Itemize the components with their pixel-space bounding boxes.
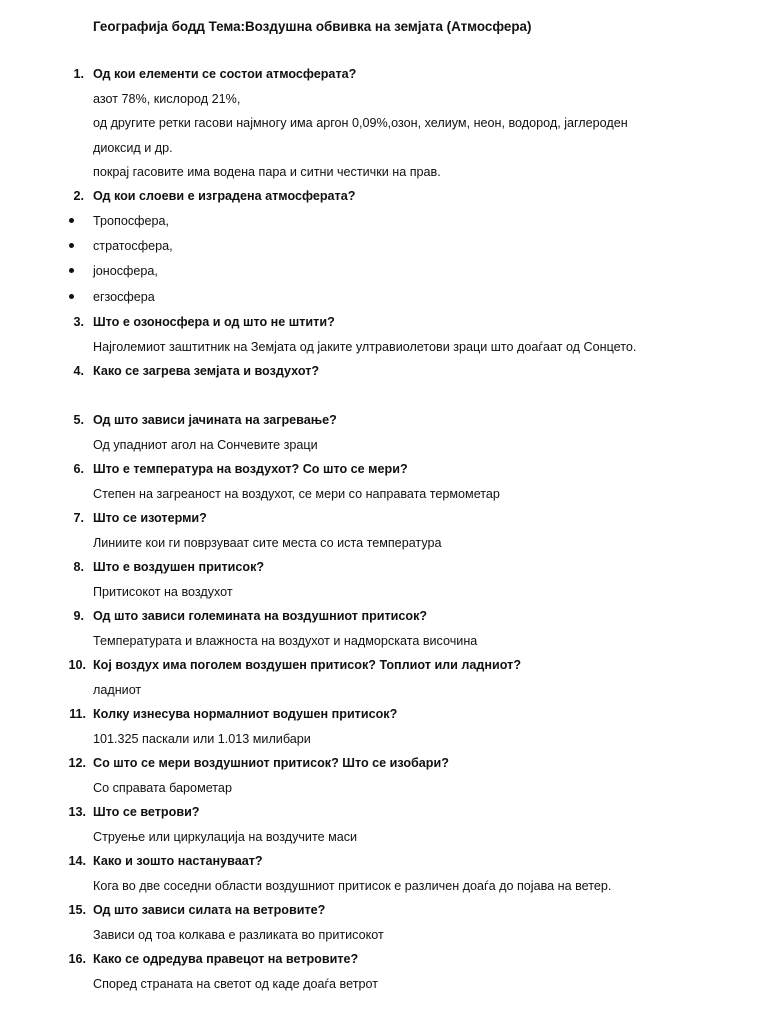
question-number: 13. xyxy=(68,805,86,819)
answer-line: Од упадниот агол на Сончевите зраци xyxy=(93,438,318,452)
question-text: Од што зависи силата на ветровите? xyxy=(93,903,326,917)
answer-line: ладниот xyxy=(93,683,142,697)
answer-line: Струење или циркулација на воздучите маси xyxy=(93,830,358,844)
answer-line: покрај гасовите има водена пара и ситни честички на прав. xyxy=(93,165,441,179)
answer-line: Температурата и влажноста на воздухот и надморската височина xyxy=(93,634,478,648)
question-text: Како се загрева земјата и воздухот? xyxy=(93,364,320,378)
question-text: Како се одредува правецот на ветровите? xyxy=(93,952,359,966)
answer-line: Според страната на светот од каде доаѓа ветрот xyxy=(93,977,378,991)
question-text: Што е температура на воздухот? Со што се мери? xyxy=(93,462,408,476)
bullet-icon xyxy=(68,263,76,279)
answer-line: диоксид и др. xyxy=(93,141,173,155)
bullet-item: егзосфера xyxy=(93,290,155,304)
question-number: 12. xyxy=(68,756,86,770)
bullet-item: Тропосфера, xyxy=(93,214,169,228)
bullet-icon xyxy=(68,213,76,229)
answer-line: Најголемиот заштитник на Земјата од јаките ултравиолетови зраци што доаѓаат од Сонцето. xyxy=(93,340,637,354)
page-title: Географија бодд Тема:Воздушна обвивка на земјата (Атмосфера) xyxy=(93,19,532,34)
answer-line: Линиите кои ги поврзуваат сите места со иста температура xyxy=(93,536,442,550)
question-text: Што е воздушен притисок? xyxy=(93,560,265,574)
answer-line: од другите ретки гасови најмногу има аргон 0,09%,озон, хелиум, неон, водород, јаглероден xyxy=(93,116,628,130)
question-number: 7. xyxy=(73,511,84,525)
answer-line: 101.325 паскали или 1.013 милибари xyxy=(93,732,311,746)
question-text: Од што зависи јачината на загревање? xyxy=(93,413,337,427)
question-number: 15. xyxy=(68,903,86,917)
question-number: 16. xyxy=(68,952,86,966)
question-text: Што се изотерми? xyxy=(93,511,207,525)
question-number: 8. xyxy=(73,560,84,574)
question-text: Од што зависи големината на воздушниот притисок? xyxy=(93,609,428,623)
question-number: 5. xyxy=(73,413,84,427)
question-number: 4. xyxy=(73,364,84,378)
answer-line: Со справата барометар xyxy=(93,781,232,795)
question-text: Од кои елементи се состои атмосферата? xyxy=(93,67,357,81)
question-number: 1. xyxy=(73,67,84,81)
bullet-icon xyxy=(68,289,76,305)
bullet-item: стратосфера, xyxy=(93,239,173,253)
question-text: Како и зошто настануваат? xyxy=(93,854,263,868)
answer-line: Зависи од тоа колкава е разликата во притисокот xyxy=(93,928,384,942)
question-number: 9. xyxy=(73,609,84,623)
question-text: Од кои слоеви е изградена атмосферата? xyxy=(93,189,356,203)
question-number: 10. xyxy=(68,658,86,672)
bullet-item: јоносфера, xyxy=(93,264,158,278)
bullet-icon xyxy=(68,238,76,254)
question-number: 11. xyxy=(69,707,86,721)
question-number: 2. xyxy=(73,189,84,203)
answer-line: Притисокот на воздухот xyxy=(93,585,233,599)
question-number: 14. xyxy=(68,854,86,868)
question-number: 6. xyxy=(73,462,84,476)
question-text: Со што се мери воздушниот притисок? Што се изобари? xyxy=(93,756,449,770)
question-text: Колку изнесува нормалниот водушен притисок? xyxy=(93,707,398,721)
question-text: Кој воздух има поголем воздушен притисок? Топлиот или ладниот? xyxy=(93,658,522,672)
question-number: 3. xyxy=(73,315,84,329)
question-text: Што се ветрови? xyxy=(93,805,200,819)
question-text: Што е озоносфера и од што не штити? xyxy=(93,315,335,329)
answer-line: азот 78%, кислород 21%, xyxy=(93,92,241,106)
answer-line: Кога во две соседни области воздушниот притисок е различен доаѓа до појава на ветер. xyxy=(93,879,612,893)
answer-line: Степен на загреаност на воздухот, се мери со направата термометар xyxy=(93,487,500,501)
